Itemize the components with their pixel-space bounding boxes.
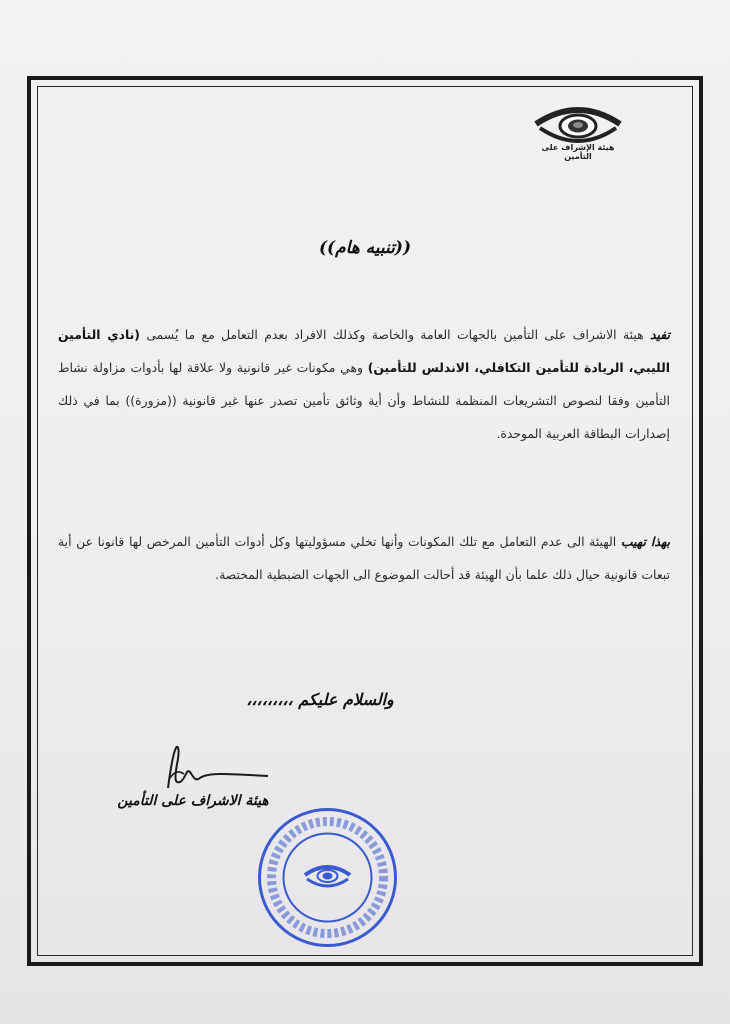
logo-caption: هيئة الإشراف على التأمين — [541, 143, 615, 161]
paragraph-2-lead: بهذا تهيب — [620, 534, 670, 549]
paragraph-1 — [58, 318, 670, 450]
paragraph-2-text: الهيئة الى عدم التعامل مع تلك المكونات وأنها تخلي مسؤوليتها وكل أدوات التأمين المرخص لها قانونا عن أية تبعات قانونية حيال ذلك علما بأن الهيئة قد أحالت الموضوع الى الجهات الضبطية المختصة. — [58, 534, 670, 582]
signer-title: هيئة الاشراف على التأمين — [117, 793, 269, 809]
notice-title: ((تنبيه هام)) — [319, 238, 411, 258]
official-stamp — [255, 805, 400, 950]
named-entities: (نادي التأمين الليبي، الريادة للتأمين التكافلي، الاندلس للتأمين) — [58, 327, 670, 375]
paragraph-1-text-b: وهي مكونات غير قانونية ولا علاقة لها بأدوات مزاولة نشاط التأمين وفقا لنصوص التشريعات المنظمة للنشاط وأن أية وثائق تأمين تصدر عنها غير قانونية ((مزورة)) بما في ذلك إصدارات البطاقة العربية الموحدة. — [58, 360, 670, 441]
closing-greeting: والسلام عليكم ،،،،،،،،، — [246, 690, 394, 709]
paragraph-2 — [58, 525, 670, 591]
paragraph-1-text-a: هيئة الاشراف على التأمين بالجهات العامة والخاصة وكذلك الافراد بعدم التعامل مع ما يُسمى — [139, 327, 651, 342]
handwritten-signature — [140, 738, 280, 798]
paragraph-1-lead: تفيد — [650, 327, 670, 342]
stamp-eye-icon — [305, 867, 350, 886]
